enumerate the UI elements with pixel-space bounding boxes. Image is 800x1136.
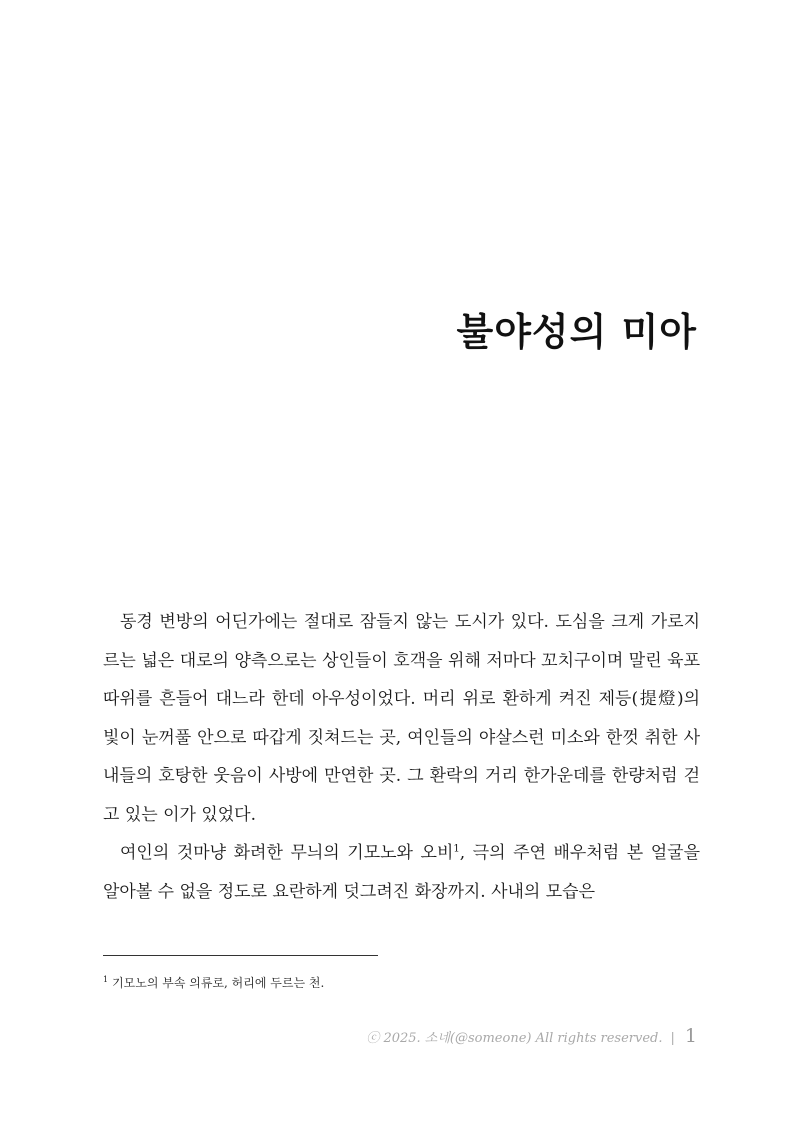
footnote-reference[interactable]: 1 [453, 843, 460, 855]
paragraph-1: 동경 변방의 어딘가에는 절대로 잠들지 않는 도시가 있다. 도심을 크게 가로지르는 넓은 대로의 양측으로는 상인들이 호객을 위해 저마다 꼬치구이며 말린 육포 따위를 흔들어 대느라 한데 아우성이었다. 머리 위로 환하게 켜진 제등(提燈)의 빛이 눈꺼풀 안으로 따갑게 짓쳐드는 곳, 여인들의 야살스런 미소와 한껏 취한 사내들의 호탕한 웃음이 사방에 만연한 곳. 그 환락의 거리 한가운데를 한량처럼 걷고 있는 이가 있었다. [103, 612, 700, 825]
footer-separator: | [670, 1031, 675, 1046]
chapter-title: 불야성의 미아 [456, 309, 697, 355]
footnote-number: 1 [103, 975, 109, 984]
footnote-text: 기모노의 부속 의류로, 허리에 두르는 천. [112, 976, 325, 990]
footnote [103, 974, 324, 991]
body-text [103, 603, 700, 911]
paragraph-2-text-start: 여인의 것마냥 화려한 무늬의 기모노와 오비 [120, 843, 454, 863]
paragraph-2-text-end: , 극의 주연 배우처럼 본 얼굴을 알아볼 수 없을 정도로 요란하게 덧그려진 화장까지. 사내의 모습은 [103, 843, 700, 902]
footnote-divider [103, 955, 378, 956]
page-footer [366, 1025, 697, 1047]
copyright-notice: ⓒ 2025. 소네(@someone) All rights reserved. [366, 1031, 663, 1046]
paragraph-2 [103, 834, 700, 911]
page-number: 1 [684, 1025, 697, 1047]
